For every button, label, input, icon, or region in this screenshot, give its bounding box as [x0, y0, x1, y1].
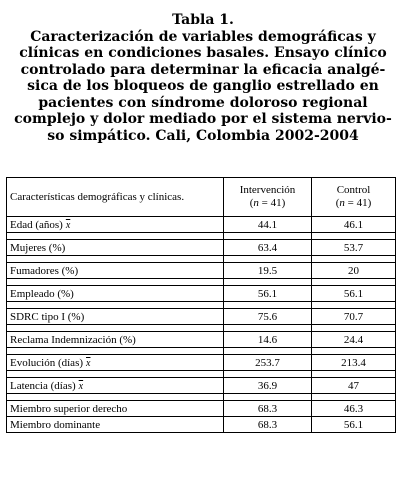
spacer-cell — [312, 279, 396, 286]
header-control — [312, 178, 396, 217]
caption-line: complejo y dolor mediado por el sistema nervio- — [14, 111, 392, 127]
spacer-cell — [224, 325, 312, 332]
row-label: Evolución (días) — [10, 356, 84, 369]
header-control-n-open: ( — [335, 197, 340, 209]
table-caption — [4, 12, 402, 144]
spacer-cell — [7, 394, 224, 401]
table-row — [7, 401, 396, 417]
table-row — [7, 355, 396, 371]
header-control-n-rest: = 41) — [344, 197, 372, 209]
spacer-cell — [312, 394, 396, 401]
spacer-row — [7, 348, 396, 355]
spacer-cell — [312, 325, 396, 332]
intervention-value: 44.1 — [224, 217, 312, 233]
row-label: Latencia (días) — [10, 379, 76, 392]
row-label-cell — [7, 355, 224, 371]
header-intervention-n-rest: = 41) — [258, 197, 286, 209]
spacer-row — [7, 279, 396, 286]
control-value: 46.1 — [312, 217, 396, 233]
spacer-row — [7, 371, 396, 378]
spacer-cell — [7, 325, 224, 332]
table-row — [7, 263, 396, 279]
control-value: 56.1 — [312, 417, 396, 433]
control-value: 46.3 — [312, 401, 396, 417]
intervention-value: 68.3 — [224, 401, 312, 417]
caption-line: so simpático. Cali, Colombia 2002-2004 — [47, 127, 359, 144]
spacer-cell — [7, 371, 224, 378]
spacer-cell — [224, 302, 312, 309]
header-intervention-n-open: ( — [249, 197, 254, 209]
spacer-cell — [224, 233, 312, 240]
table-row — [7, 417, 396, 433]
header-characteristic: Características demográficas y clínicas. — [7, 178, 224, 217]
spacer-cell — [7, 302, 224, 309]
spacer-row — [7, 302, 396, 309]
spacer-cell — [7, 233, 224, 240]
spacer-cell — [7, 256, 224, 263]
row-label-cell — [7, 217, 224, 233]
header-control-n-var: n — [339, 197, 345, 209]
control-value: 47 — [312, 378, 396, 394]
control-value: 56.1 — [312, 286, 396, 302]
spacer-cell — [312, 302, 396, 309]
caption-line: Caracterización de variables demográficas y — [30, 28, 376, 45]
control-value: 70.7 — [312, 309, 396, 325]
row-label-cell — [7, 263, 224, 279]
header-control-label: Control — [336, 184, 371, 196]
mean-symbol: $\overline{x}$ — [86, 357, 91, 369]
spacer-cell — [224, 348, 312, 355]
table-body — [7, 217, 396, 433]
row-label: Mujeres (%) — [10, 241, 66, 254]
spacer-cell — [312, 348, 396, 355]
spacer-row — [7, 394, 396, 401]
spacer-cell — [7, 279, 224, 286]
row-label: Reclama Indemnización (%) — [10, 333, 136, 346]
intervention-value: 36.9 — [224, 378, 312, 394]
caption-line: clínicas en condiciones basales. Ensayo clínico — [19, 45, 387, 61]
baseline-characteristics-table — [6, 177, 396, 433]
intervention-value: 19.5 — [224, 263, 312, 279]
row-label-cell — [7, 401, 224, 417]
table-header-row — [7, 178, 396, 217]
header-intervention — [224, 178, 312, 217]
header-intervention-label: Intervención — [239, 184, 296, 196]
control-value: 20 — [312, 263, 396, 279]
spacer-cell — [312, 256, 396, 263]
caption-line: Tabla 1. — [172, 12, 234, 28]
control-value: 24.4 — [312, 332, 396, 348]
mean-symbol: $\overline{x}$ — [78, 380, 84, 392]
control-value: 213.4 — [312, 355, 396, 371]
data-table-container — [6, 177, 395, 433]
row-label: Miembro dominante — [10, 418, 101, 431]
intervention-value: 14.6 — [224, 332, 312, 348]
table-row — [7, 378, 396, 394]
row-label-cell — [7, 378, 224, 394]
spacer-cell — [224, 371, 312, 378]
row-label: Fumadores (%) — [10, 264, 79, 277]
caption-line: sica de los bloqueos de ganglio estrellado en — [27, 78, 379, 94]
row-label-cell — [7, 332, 224, 348]
row-label: Empleado (%) — [10, 287, 74, 300]
table-row — [7, 217, 396, 233]
spacer-row — [7, 233, 396, 240]
mean-symbol: $\overline{x}$ — [65, 219, 71, 231]
caption-line: controlado para determinar la eficacia analgé- — [20, 61, 386, 78]
spacer-row — [7, 325, 396, 332]
caption-line: pacientes con síndrome doloroso regional — [38, 94, 368, 111]
table-row — [7, 286, 396, 302]
row-label-cell — [7, 417, 224, 433]
header-intervention-n-var: n — [253, 197, 259, 209]
spacer-cell — [224, 256, 312, 263]
intervention-value: 253.7 — [224, 355, 312, 371]
spacer-cell — [224, 279, 312, 286]
intervention-value: 68.3 — [224, 417, 312, 433]
control-value: 53.7 — [312, 240, 396, 256]
row-label-cell — [7, 309, 224, 325]
spacer-cell — [7, 348, 224, 355]
spacer-cell — [312, 233, 396, 240]
spacer-row — [7, 256, 396, 263]
spacer-cell — [224, 394, 312, 401]
row-label-cell — [7, 240, 224, 256]
intervention-value: 63.4 — [224, 240, 312, 256]
table-row — [7, 240, 396, 256]
intervention-value: 75.6 — [224, 309, 312, 325]
table-row — [7, 309, 396, 325]
row-label-cell — [7, 286, 224, 302]
row-label: SDRC tipo I (%) — [10, 310, 85, 323]
intervention-value: 56.1 — [224, 286, 312, 302]
row-label: Miembro superior derecho — [10, 402, 128, 415]
spacer-cell — [312, 371, 396, 378]
table-row — [7, 332, 396, 348]
row-label: Edad (años) — [10, 218, 63, 231]
